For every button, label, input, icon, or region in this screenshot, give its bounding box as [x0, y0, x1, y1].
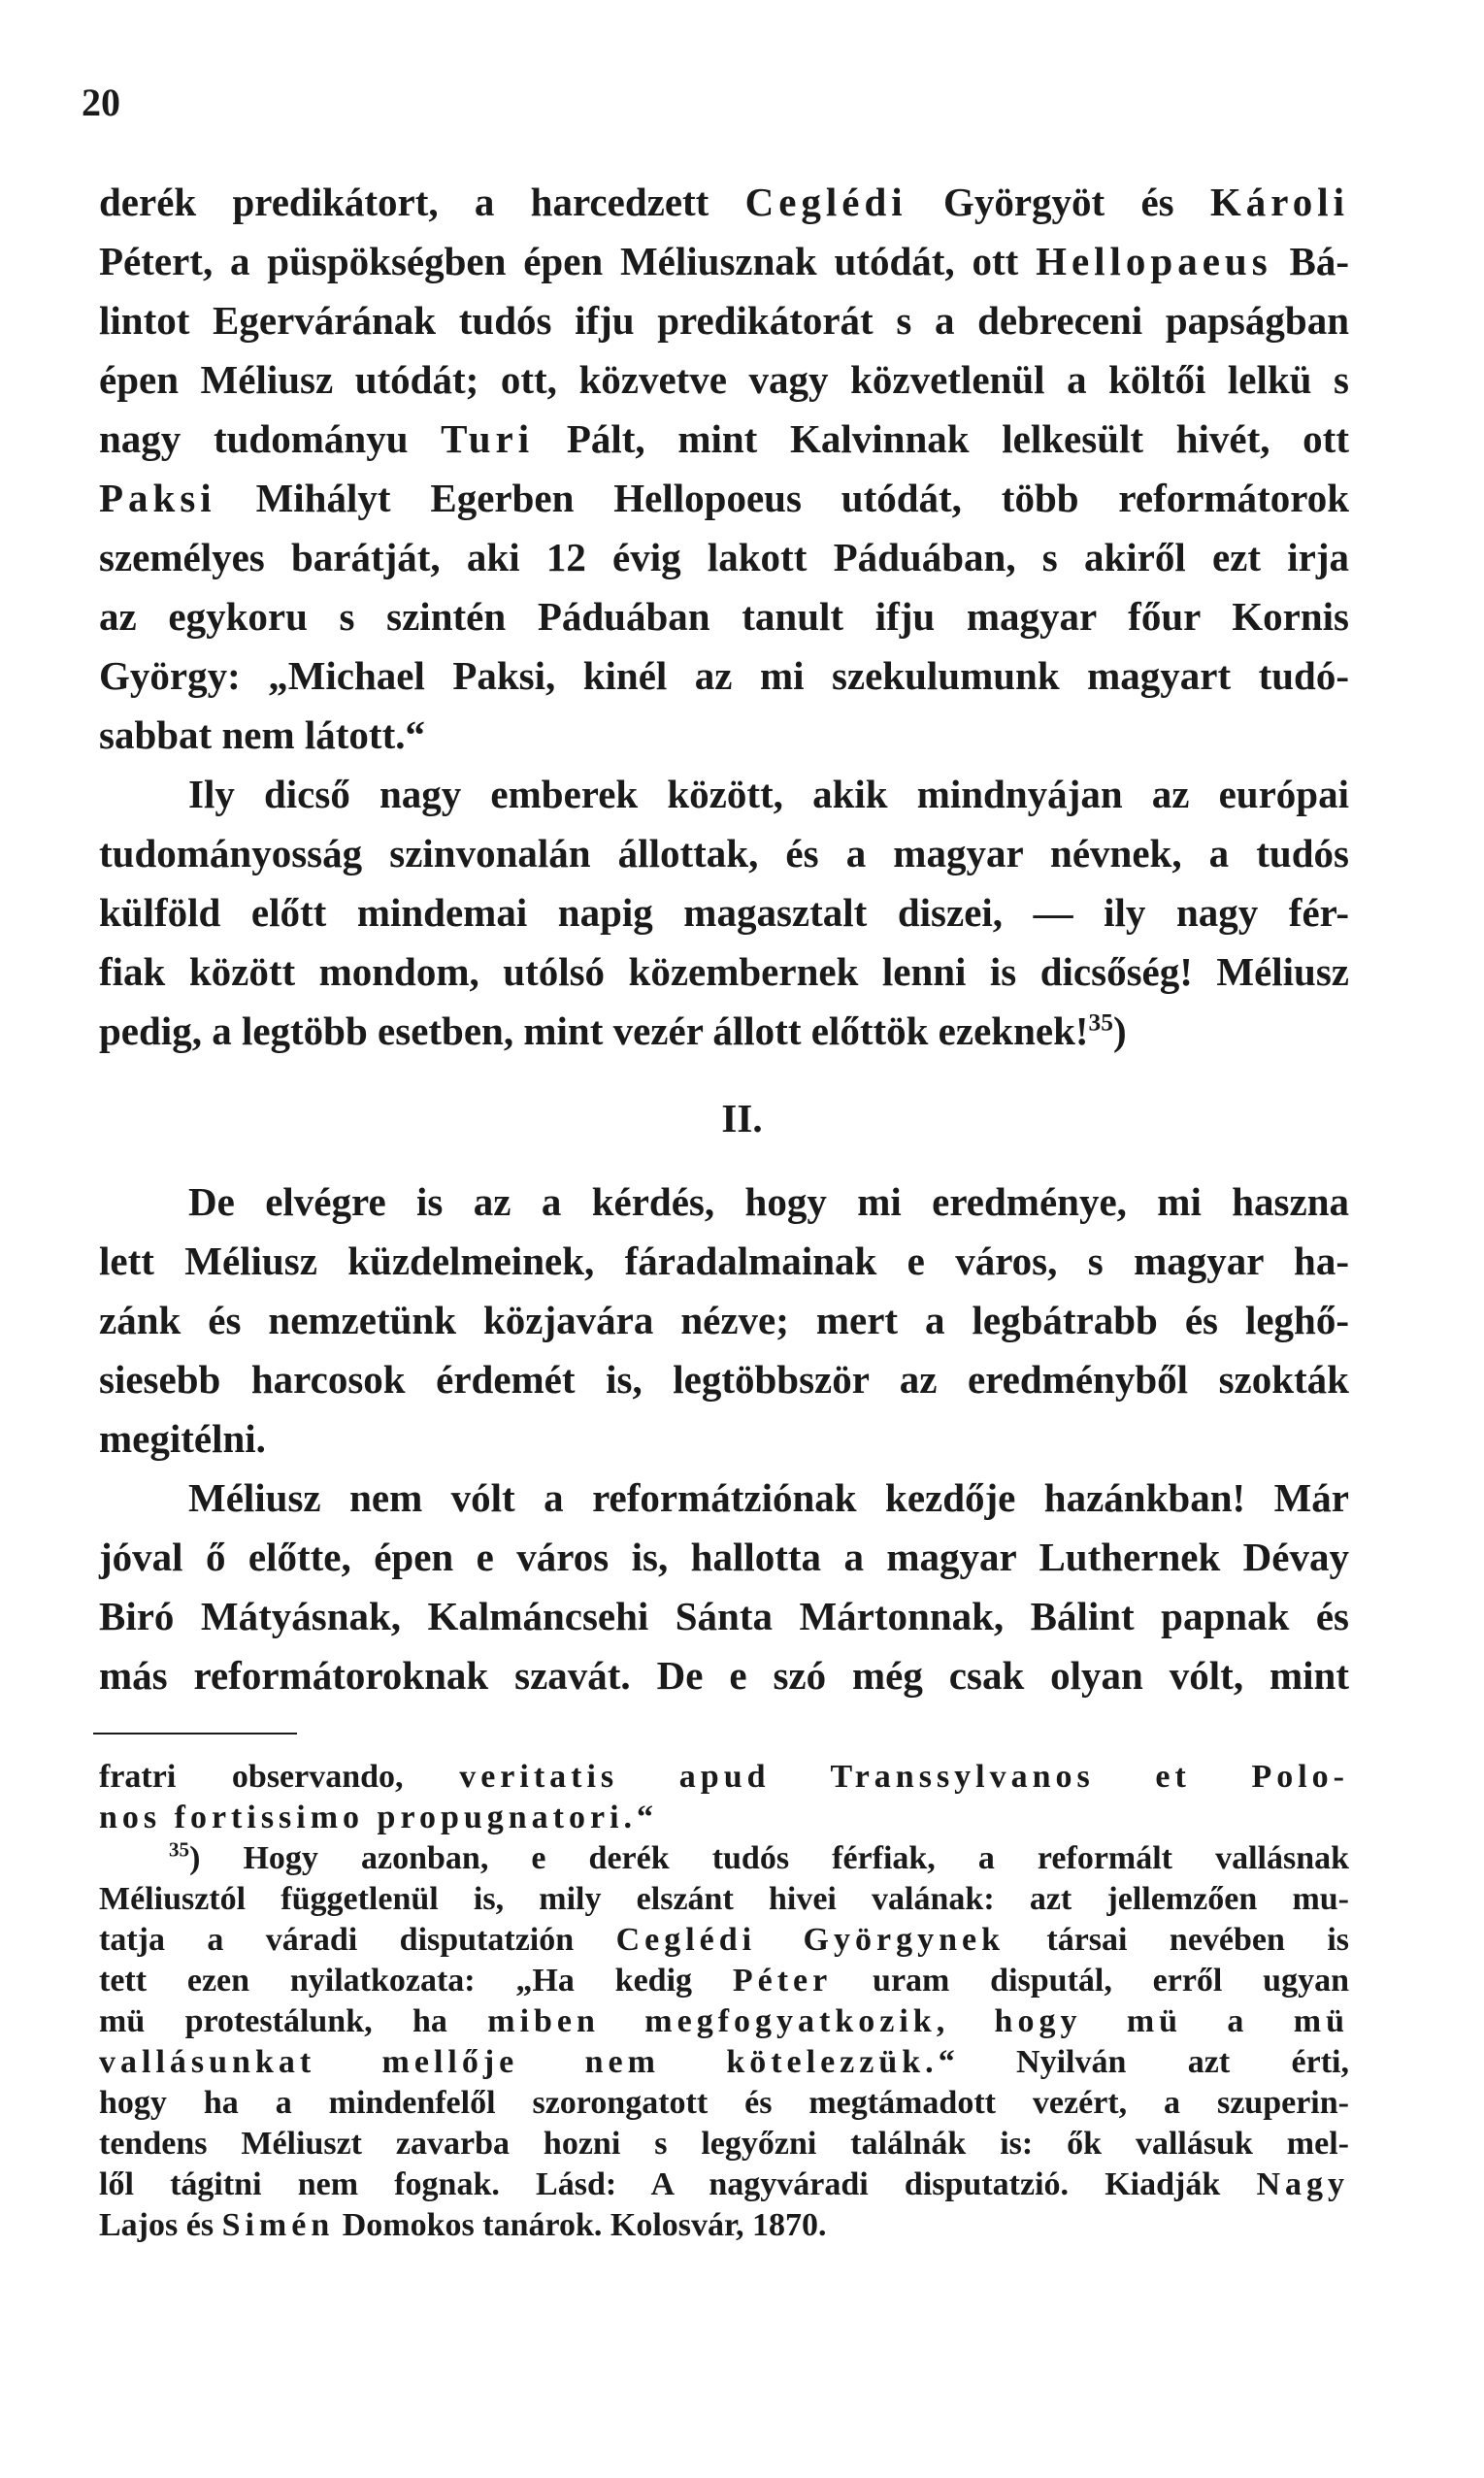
spaced-name: Károli — [1209, 180, 1349, 224]
footnote-divider — [93, 1733, 297, 1735]
text-line: tudományosság szinvonalán állottak, és a magyar névnek, a tudós — [99, 831, 1349, 876]
footnote-marker: 35 — [169, 1837, 190, 1862]
footnote-line: vallásunkat mellője nem kötelezzük.“ Nyilván azt érti, — [99, 2044, 1350, 2080]
text-line: az egykoru s szintén Páduában tanult ifju magyar főur Kornis — [99, 594, 1349, 639]
text-line: siesebb harcosok érdemét is, legtöbbször az eredményből szokták — [99, 1357, 1349, 1402]
footnote-line: tatja a váradi disputatzión Ceglédi Györgynek társai nevében is — [99, 1922, 1349, 1958]
spaced-text: vallásunkat mellője nem kötelezzük. — [99, 2044, 939, 2080]
footnote-line: tendens Méliuszt zavarba hozni s legyőzni találnák is: ők vallásuk mel- — [99, 2126, 1349, 2162]
footnote-line: tett ezen nyilatkozata: „Ha kedig Péter uram disputál, erről ugyan — [99, 1963, 1349, 1999]
text-line: jóval ő előtte, épen e város is, hallotta a magyar Luthernek Dévay — [99, 1535, 1349, 1579]
text-line: Méliusz nem vólt a reformátziónak kezdője hazánkban! Már — [188, 1475, 1349, 1520]
footnote-line: lől tágitni nem fognak. Lásd: A nagyváradi disputatzió. Kiadják Nagy — [99, 2166, 1349, 2202]
footnote-ref: 35 — [1088, 1008, 1113, 1037]
paragraph-1 — [99, 173, 1349, 1061]
footnote-line: mü protestálunk, ha miben megfogyatkozik, hogy mü a mü — [99, 2003, 1349, 2039]
text-line: megitélni. — [99, 1416, 266, 1461]
text-line: lett Méliusz küzdelmeinek, fáradalmainak e város, s magyar ha- — [99, 1239, 1349, 1283]
footnotes — [99, 1757, 1349, 2246]
footnote-line: nos fortissimo propugnatori.“ — [99, 1800, 654, 1835]
text-line: Pétert, a püspökségben épen Méliusznak utódát, ott Hellopaeus Bá- — [99, 239, 1349, 283]
paragraph-3-4 — [99, 1173, 1349, 1705]
spaced-name: Paksi — [99, 476, 216, 520]
text-line: más reformátoroknak szavát. De e szó még csak olyan vólt, mint — [99, 1653, 1349, 1698]
footnote-line: fratri observando, veritatis apud Transsylvanos et Polo- — [99, 1759, 1349, 1795]
footnote-line: Méliusztól függetlenül is, mily elszánt hivei valának: azt jellemzően mu- — [99, 1881, 1349, 1917]
spaced-text: Péter — [732, 1963, 833, 1999]
text-line: zánk és nemzetünk közjavára nézve; mert a legbátrabb és leghő- — [99, 1298, 1349, 1342]
footnote-35 — [99, 1838, 1349, 2246]
text-line: György: „Michael Paksi, kinél az mi szekulumunk magyart tudó- — [99, 653, 1349, 698]
footnote-line: hogy ha a mindenfelől szorongatott és megtámadott vezért, a szuperin- — [99, 2085, 1349, 2121]
footnote-line: $^{35}$) Hogy azonban, e derék tudós férfiak, a reformált vallásnak — [169, 1837, 1350, 1876]
text-line: személyes barátját, aki 12 évig lakott Páduában, s akiről ezt irja — [99, 535, 1349, 579]
text-line: De elvégre is az a kérdés, hogy mi eredménye, mi haszna — [188, 1179, 1349, 1224]
spaced-text: miben megfogyatkozik, hogy mü a mü — [487, 2003, 1349, 2039]
text-line: Ily dicső nagy emberek között, akik mindnyájan az európai — [188, 772, 1349, 816]
spaced-text: Nagy — [1256, 2166, 1349, 2202]
spaced-text: nos fortissimo propugnatori. — [99, 1800, 638, 1835]
page-number: 20 — [82, 81, 120, 124]
text-line: pedig, a legtöbb esetben, mint vezér állott előttök ezeknek!$^{35}$) — [99, 1008, 1127, 1053]
spaced-text: veritatis apud Transsylvanos et Polo- — [459, 1759, 1349, 1795]
text-line: nagy tudományu Turi Pált, mint Kalvinnak lelkesült hivét, ott — [99, 416, 1349, 461]
text-line: Biró Mátyásnak, Kalmáncsehi Sánta Mártonnak, Bálint papnak és — [99, 1594, 1349, 1638]
text-line: derék predikátort, a harcedzett Ceglédi Györgyöt és Károli — [99, 180, 1349, 224]
spaced-name: Hellopaeus — [1036, 239, 1272, 283]
text-line: külföld előtt mindemai napig magasztalt diszei, — ily nagy fér- — [99, 890, 1349, 935]
text-line: Paksi Mihályt Egerben Hellopoeus utódát, több reformátorok — [99, 476, 1349, 520]
text-line: sabbat nem látott.“ — [99, 712, 425, 757]
text-line: fiak között mondom, utólsó közembernek lenni is dicsőség! Méliusz — [99, 949, 1349, 994]
footnote-line: Lajos és Simén Domokos tanárok. Kolosvár, 1870. — [99, 2207, 827, 2243]
text-line: épen Méliusz utódát; ott, közvetve vagy közvetlenül a költői lelkü s — [99, 357, 1349, 402]
spaced-name: Turi — [441, 416, 535, 461]
spaced-text: Simén — [221, 2207, 335, 2243]
section-heading: II. — [721, 1096, 763, 1140]
spaced-text: Ceglédi Györgynek — [615, 1922, 1005, 1958]
text-line: lintot Egervárának tudós ifju predikátorát s a debreceni papságban — [99, 298, 1349, 343]
spaced-name: Ceglédi — [744, 180, 907, 224]
